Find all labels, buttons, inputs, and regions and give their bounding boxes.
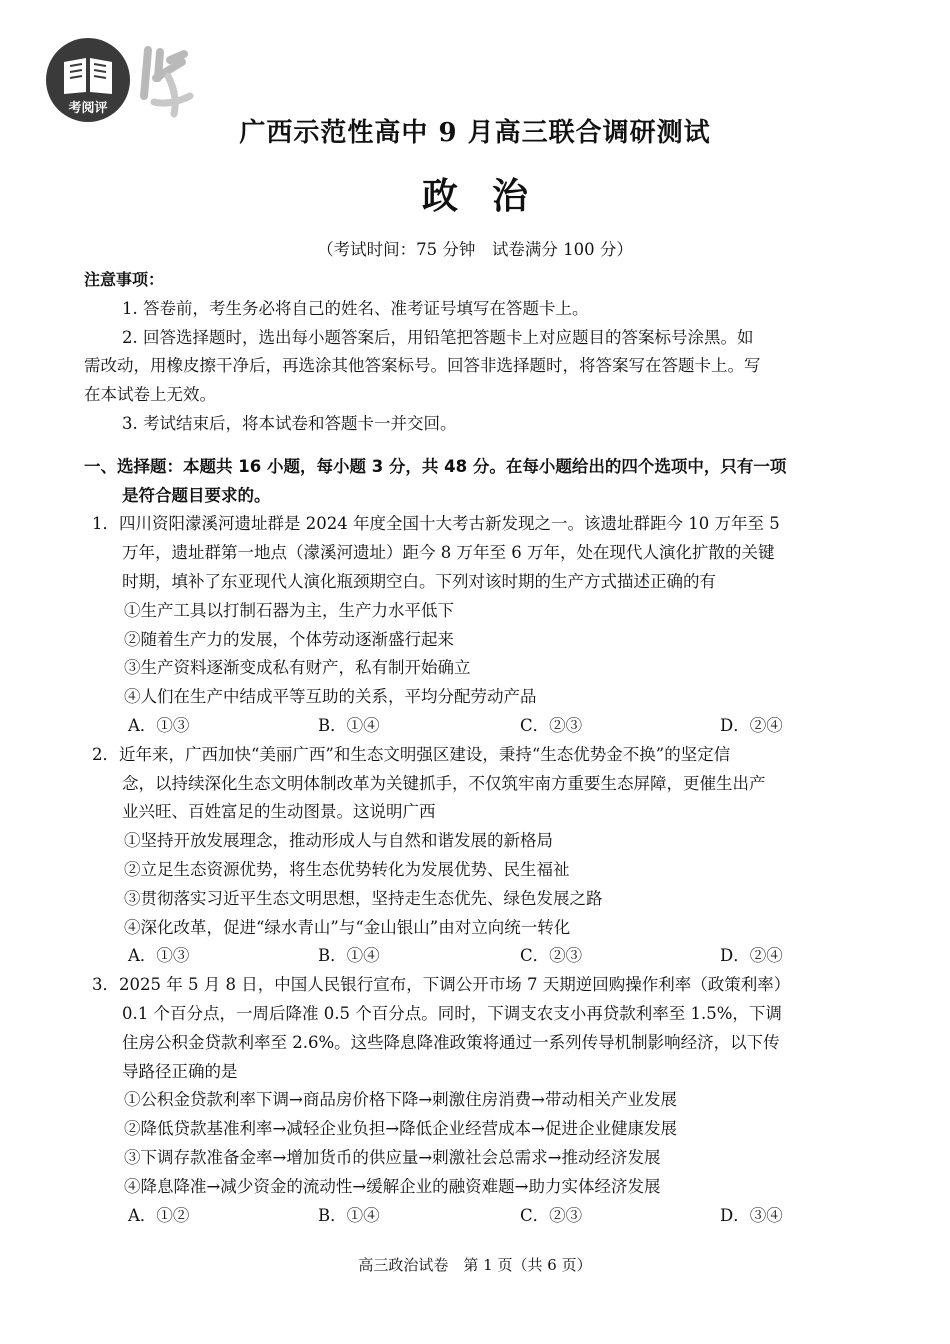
question-stem: 0.1 个百分点，一周后降准 0.5 个百分点。同时，下调支农支小再贷款利率至 1.5%，下调 <box>122 1003 782 1023</box>
question-stem: 1．四川资阳濛溪河遗址群是 2024 年度全国十大考古新发现之一。该遗址群距今 10 万年至 5 <box>92 514 780 534</box>
statement-option: ①坚持开放发展理念，推动形成人与自然和谐发展的新格局 <box>124 831 553 851</box>
statement-option: ③下调存款准备金率→增加货币的供应量→刺激社会总需求→推动经济发展 <box>124 1147 661 1167</box>
statement-option: ②立足生态资源优势，将生态优势转化为发展优势、民生福祉 <box>124 859 570 879</box>
exam-title: 广西示范性高中 9 月高三联合调研测试 <box>239 118 711 148</box>
question-stem: 念，以持续深化生态文明体制改革为关键抓手，不仅筑牢南方重要生态屏障，更催生出产 <box>122 773 766 793</box>
question-stem: 时期，填补了东亚现代人演化瓶颈期空白。下列对该时期的生产方式描述正确的有 <box>122 571 716 591</box>
statement-option: ③生产资料逐渐变成私有财产，私有制开始确立 <box>124 658 471 678</box>
note-item: 3. 考试结束后，将本试卷和答题卡一并交回。 <box>122 413 457 433</box>
answer-choices <box>84 1202 870 1231</box>
statement-option: ③贯彻落实习近平生态文明思想，坚持走生态优先、绿色发展之路 <box>124 888 603 908</box>
question-stem: 导路径正确的是 <box>122 1061 238 1081</box>
note-item: 2. 回答选择题时，选出每小题答案后，用铅笔把答题卡上对应题目的答案标号涂黑。如 <box>122 327 754 347</box>
answer-choices <box>84 712 870 741</box>
choice-c: C．②③ <box>520 1205 583 1225</box>
question-2 <box>84 741 870 971</box>
exam-content <box>84 266 870 1230</box>
question-stem: 万年，遗址群第一地点（濛溪河遗址）距今 8 万年至 6 万年，处在现代人演化扩散的关键 <box>122 543 775 563</box>
choice-d: D．③④ <box>720 1205 783 1225</box>
choice-a: A．①② <box>128 1205 190 1225</box>
choice-b: B．①④ <box>318 1205 380 1225</box>
question-stem: 住房公积金贷款利率至 2.6%。这些降息降准政策将通过一系列传导机制影响经济，以下传 <box>122 1032 780 1052</box>
subject-title: 政治 <box>421 175 562 217</box>
choice-c: C．②③ <box>520 946 583 966</box>
choice-d: D．②④ <box>720 946 783 966</box>
question-1 <box>84 510 870 740</box>
question-stem: 2．近年来，广西加快“美丽广西”和生态文明强区建设，秉持“生态优势金不换”的坚定信 <box>92 744 731 764</box>
answer-choices <box>84 942 870 971</box>
choice-a: A．①③ <box>128 946 190 966</box>
exam-info: （考试时间：75 分钟 试卷满分 100 分） <box>317 240 633 259</box>
choice-c: C．②③ <box>520 715 583 735</box>
section-heading: 一、选择题：本题共 16 小题，每小题 3 分，共 48 分。在每小题给出的四个选项中，只有一项 <box>84 456 787 476</box>
page-footer: 高三政治试卷 第 1 页（共 6 页） <box>358 1256 592 1274</box>
note-item: 在本试卷上无效。 <box>84 385 216 405</box>
question-3 <box>84 971 870 1230</box>
statement-option: ①公积金贷款利率下调→商品房价格下降→刺激住房消费→带动相关产业发展 <box>124 1090 677 1110</box>
note-item: 需改动，用橡皮擦干净后，再选涂其他答案标号。回答非选择题时，将答案写在答题卡上。写 <box>84 356 761 376</box>
book-left-page-icon <box>64 58 86 94</box>
statement-option: ①生产工具以打制石器为主，生产力水平低下 <box>124 600 454 620</box>
note-item: 1. 答卷前，考生务必将自己的姓名、准考证号填写在答题卡上。 <box>122 298 589 318</box>
statement-option: ④人们在生产中结成平等互助的关系，平均分配劳动产品 <box>124 687 537 707</box>
statement-option: ②随着生产力的发展，个体劳动逐渐盛行起来 <box>124 629 454 649</box>
question-stem: 3．2025 年 5 月 8 日，中国人民银行宣布，下调公开市场 7 天期逆回购操作利率（政策利率） <box>92 975 791 995</box>
logo-mark-icon <box>144 50 184 96</box>
choice-b: B．①④ <box>318 715 380 735</box>
choice-b: B．①④ <box>318 946 380 966</box>
statement-option: ④降息降准→减少资金的流动性→缓解企业的融资难题→助力实体经济发展 <box>124 1176 661 1196</box>
question-stem: 业兴旺、百姓富足的生动图景。这说明广西 <box>122 802 436 822</box>
statement-option: ④深化改革，促进“绿水青山”与“金山银山”由对立向统一转化 <box>124 917 571 937</box>
notes-heading: 注意事项： <box>84 270 165 289</box>
section-heading: 是符合题目要求的。 <box>122 485 271 505</box>
book-right-page-icon <box>90 58 112 94</box>
statement-option: ②降低贷款基准利率→减轻企业负担→降低企业经营成本→促进企业健康发展 <box>124 1119 677 1139</box>
logo-text: 考阅评 <box>68 101 108 116</box>
choice-a: A．①③ <box>128 715 190 735</box>
choice-d: D．②④ <box>720 715 783 735</box>
